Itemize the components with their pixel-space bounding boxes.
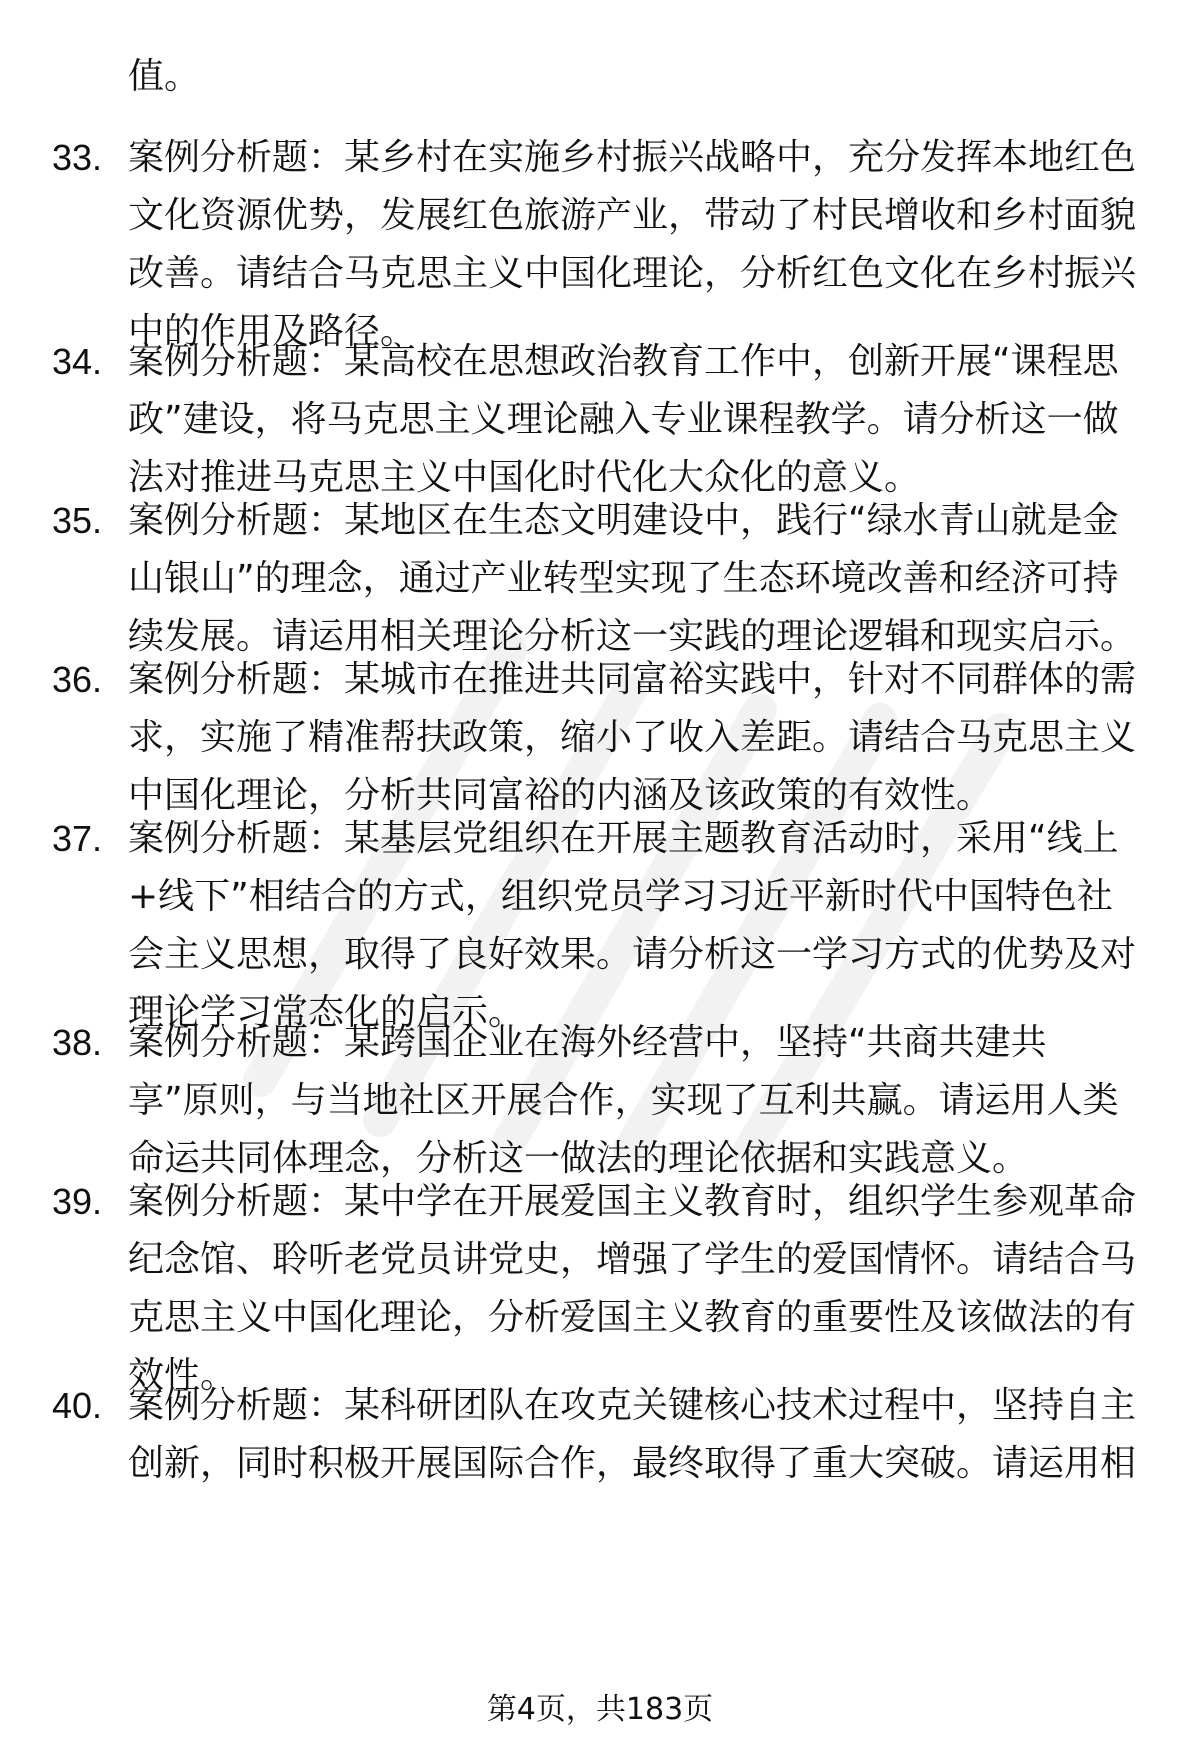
question-line: 中国化理论，分析共同富裕的内涵及该政策的有效性。: [128, 775, 993, 816]
question-line: 案例分析题：某中学在开展爱国主义教育时，组织学生参观革命: [128, 1181, 1137, 1222]
question-line: 会主义思想，取得了良好效果。请分析这一学习方式的优势及对: [128, 934, 1137, 975]
question-number: 40.: [52, 1385, 103, 1426]
question-line: 中的作用及路径。: [128, 311, 417, 352]
question-line: 案例分析题：某地区在生态文明建设中，践行“绿水青山就是金: [128, 500, 1119, 541]
question-number: 38.: [52, 1022, 103, 1063]
question-text: [128, 1014, 1138, 1188]
question-line: 案例分析题：某基层党组织在开展主题教育活动时，采用“线上: [128, 818, 1119, 859]
question-text: [128, 129, 1138, 361]
question-line: 案例分析题：某科研团队在攻克关键核心技术过程中，坚持自主: [128, 1385, 1137, 1426]
continuation-text: 值。: [128, 56, 201, 97]
question-line: 续发展。请运用相关理论分析这一实践的理论逻辑和现实启示。: [128, 616, 1137, 657]
question-text: [128, 333, 1138, 507]
question-number: 39.: [52, 1181, 103, 1222]
question-number: 35.: [52, 500, 103, 541]
question-line: 案例分析题：某跨国企业在海外经营中，坚持“共商共建共: [128, 1022, 1047, 1063]
question-text: [128, 1173, 1138, 1405]
question-line: 享”原则，与当地社区开展合作，实现了互利共赢。请运用人类: [128, 1080, 1119, 1121]
question-text: [128, 810, 1138, 1042]
question-number: 36.: [52, 659, 103, 700]
question-line: +线下”相结合的方式，组织党员学习习近平新时代中国特色社: [128, 876, 1113, 917]
question-line: 改善。请结合马克思主义中国化理论，分析红色文化在乡村振兴: [128, 253, 1137, 294]
page-footer: 第4页，共183页: [486, 1692, 714, 1727]
question-line: 求，实施了精准帮扶政策，缩小了收入差距。请结合马克思主义: [128, 717, 1137, 758]
question-line: 纪念馆、聆听老党员讲党史，增强了学生的爱国情怀。请结合马: [128, 1239, 1137, 1280]
question-line: 案例分析题：某城市在推进共同富裕实践中，针对不同群体的需: [128, 659, 1137, 700]
question-text: [128, 651, 1138, 825]
question-line: 案例分析题：某高校在思想政治教育工作中，创新开展“课程思: [128, 341, 1119, 382]
question-number: 34.: [52, 341, 103, 382]
question-line: 创新，同时积极开展国际合作，最终取得了重大突破。请运用相: [128, 1443, 1137, 1484]
question-line: 文化资源优势，发展红色旅游产业，带动了村民增收和乡村面貌: [128, 195, 1137, 236]
question-line: 山银山”的理念，通过产业转型实现了生态环境改善和经济可持: [128, 558, 1119, 599]
question-line: 案例分析题：某乡村在实施乡村振兴战略中，充分发挥本地红色: [128, 137, 1137, 178]
question-number: 37.: [52, 818, 103, 859]
question-text: [128, 1377, 1138, 1493]
question-text: [128, 492, 1138, 666]
question-line: 法对推进马克思主义中国化时代化大众化的意义。: [128, 457, 921, 498]
question-line: 克思主义中国化理论，分析爱国主义教育的重要性及该做法的有: [128, 1297, 1137, 1338]
question-line: 理论学习常态化的启示。: [128, 992, 525, 1033]
question-line: 效性。: [128, 1355, 237, 1396]
question-line: 政”建设，将马克思主义理论融入专业课程教学。请分析这一做: [128, 399, 1119, 440]
question-number: 33.: [52, 137, 103, 178]
question-line: 命运共同体理念，分析这一做法的理论依据和实践意义。: [128, 1138, 1029, 1179]
